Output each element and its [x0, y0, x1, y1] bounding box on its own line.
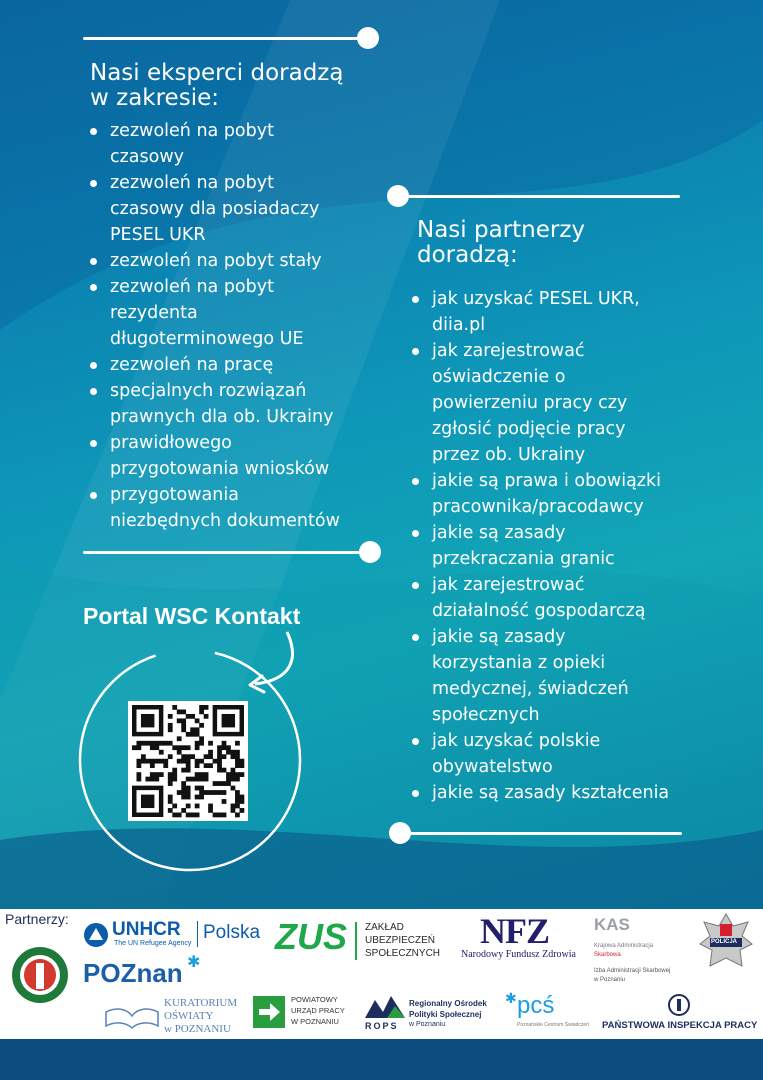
list-item-line: zgłosić podjęcie pracy [432, 419, 626, 439]
list-item-line: długoterminowego UE [110, 329, 304, 349]
list-item-line: jakie są zasady [432, 523, 566, 543]
partners-heading-line1: Nasi partnerzy [417, 217, 586, 243]
list-item-line: zezwoleń na pracę [110, 355, 274, 375]
list-item-line: PESEL UKR [110, 225, 206, 245]
kuratorium-line3: w POZNANIU [164, 1023, 231, 1035]
list-item-line: zezwoleń na pobyt stały [110, 251, 322, 271]
poznan-logo [83, 954, 213, 992]
list-item-line: jak zarejestrować [432, 341, 585, 361]
rops-line3: w Poznaniu [409, 1021, 446, 1028]
list-item-line: przygotowania [110, 485, 239, 505]
footer-bar [0, 1039, 763, 1080]
partners-heading-line2: doradzą: [417, 242, 518, 268]
zus-mark: ZUS [275, 916, 347, 957]
unhcr-name: UNHCR [112, 919, 181, 940]
list-item-line: społecznych [432, 705, 540, 725]
nfz-logo [458, 912, 588, 962]
qr-code[interactable] [128, 701, 248, 821]
kuratorium-line1: KURATORIUM [164, 997, 238, 1009]
policja-label: POLICJA [711, 939, 738, 945]
kas-line3: Izba Administracji Skarbowej [594, 968, 671, 974]
experts-heading-line2: w zakresie: [90, 85, 219, 111]
pup-line3: W POZNANIU [291, 1017, 339, 1026]
unhcr-divider [197, 921, 198, 947]
list-item-line: medycznej, świadczeń [432, 679, 629, 699]
experts-heading-line1: Nasi eksperci doradzą [90, 60, 344, 86]
list-item-line: przekraczania granic [432, 549, 615, 569]
pcs-logo [505, 990, 595, 1032]
kas-line2: Skarbowa [594, 952, 621, 958]
list-item-line: jakie są prawa i obowiązki [432, 471, 661, 491]
list-item-line: rezydenta [110, 303, 198, 323]
list-item-line: jakie są zasady kształcenia [432, 783, 670, 803]
pup-line2: URZĄD PRACY [291, 1006, 345, 1015]
list-item-line: niezbędnych dokumentów [110, 511, 340, 531]
list-item-line: przygotowania wniosków [110, 459, 330, 479]
unhcr-sub: The UN Refugee Agency [114, 940, 192, 947]
list-item-line: diia.pl [432, 315, 486, 335]
border-guard-emblem [10, 945, 70, 1005]
list-item-line: jakie są zasady [432, 627, 566, 647]
list-item-line: korzystania z opieki [432, 653, 606, 673]
rops-line1: Regionalny Ośrodek [409, 999, 487, 1008]
unhcr-logo [83, 918, 263, 952]
kuratorium-logo [104, 996, 244, 1036]
kas-logo [594, 915, 694, 987]
nfz-sub: Narodowy Fundusz Zdrowia [461, 949, 576, 960]
portal-title: Portal WSC Kontakt [83, 603, 301, 629]
pcs-star-icon: ✱ [505, 990, 517, 1006]
list-item-line: prawnych dla ob. Ukrainy [110, 407, 334, 427]
unhcr-emblem-icon [83, 922, 109, 948]
list-item-line: jak uzyskać polskie [432, 731, 601, 751]
partners-label: Partnerzy: [5, 911, 69, 927]
list-item-line: zezwoleń na pobyt [110, 277, 274, 297]
list-item-line: jak zarejestrować [432, 575, 585, 595]
poznan-name: POZnan [83, 958, 183, 988]
list-item-line: specjalnych rozwiązań [110, 381, 307, 401]
zus-logo [275, 918, 455, 964]
pip-logo [600, 994, 760, 1034]
book-icon [104, 1006, 160, 1030]
list-item-line: zezwoleń na pobyt [110, 121, 274, 141]
poznan-star-icon: ✱ [187, 954, 201, 971]
pup-logo [253, 994, 363, 1036]
pcs-sub: Poznańskie Centrum Świadczeń [517, 1022, 589, 1028]
nfz-mark: NFZ [480, 911, 549, 951]
arrow-box-icon [253, 996, 285, 1028]
zus-divider [355, 922, 357, 960]
list-item-line: działalność gospodarczą [432, 601, 646, 621]
list-item-line: pracownika/pracodawcy [432, 497, 644, 517]
list-item-line: oświadczenie o [432, 367, 566, 387]
kas-line1: Krajowa Administracja [594, 943, 654, 949]
pcs-name: pcś [517, 992, 555, 1019]
list-item-line: powierzeniu pracy czy [432, 393, 628, 413]
rops-mountains-icon [365, 994, 405, 1018]
pup-line1: POWIATOWY [291, 995, 338, 1004]
qr-code-pattern [128, 701, 248, 821]
list-item-line: czasowy dla posiadaczy [110, 199, 320, 219]
kas-mark: KAS [594, 915, 630, 934]
list-item-line: jak uzyskać PESEL UKR, [432, 289, 640, 309]
list-item-line: zezwoleń na pobyt [110, 173, 274, 193]
list-item-line: obywatelstwo [432, 757, 553, 777]
list-item-line: prawidłowego [110, 433, 232, 453]
rops-logo [363, 994, 493, 1036]
kas-line4: w Poznaniu [594, 977, 626, 983]
pip-emblem-icon [668, 994, 690, 1016]
list-item-line: czasowy [110, 147, 185, 167]
zus-line1: ZAKŁAD [365, 922, 404, 933]
zus-line3: SPOŁECZNYCH [365, 948, 441, 959]
rops-line2: Polityki Społecznej [409, 1010, 482, 1019]
pip-name: PAŃSTWOWA INSPEKCJA PRACY [602, 1020, 758, 1031]
kuratorium-line2: OŚWIATY [164, 1010, 214, 1022]
unhcr-country: Polska [203, 922, 261, 943]
rops-abbr: ROPS [365, 1021, 399, 1031]
list-item-line: przez ob. Ukrainy [432, 445, 586, 465]
zus-line2: UBEZPIECZEŃ [365, 935, 436, 946]
